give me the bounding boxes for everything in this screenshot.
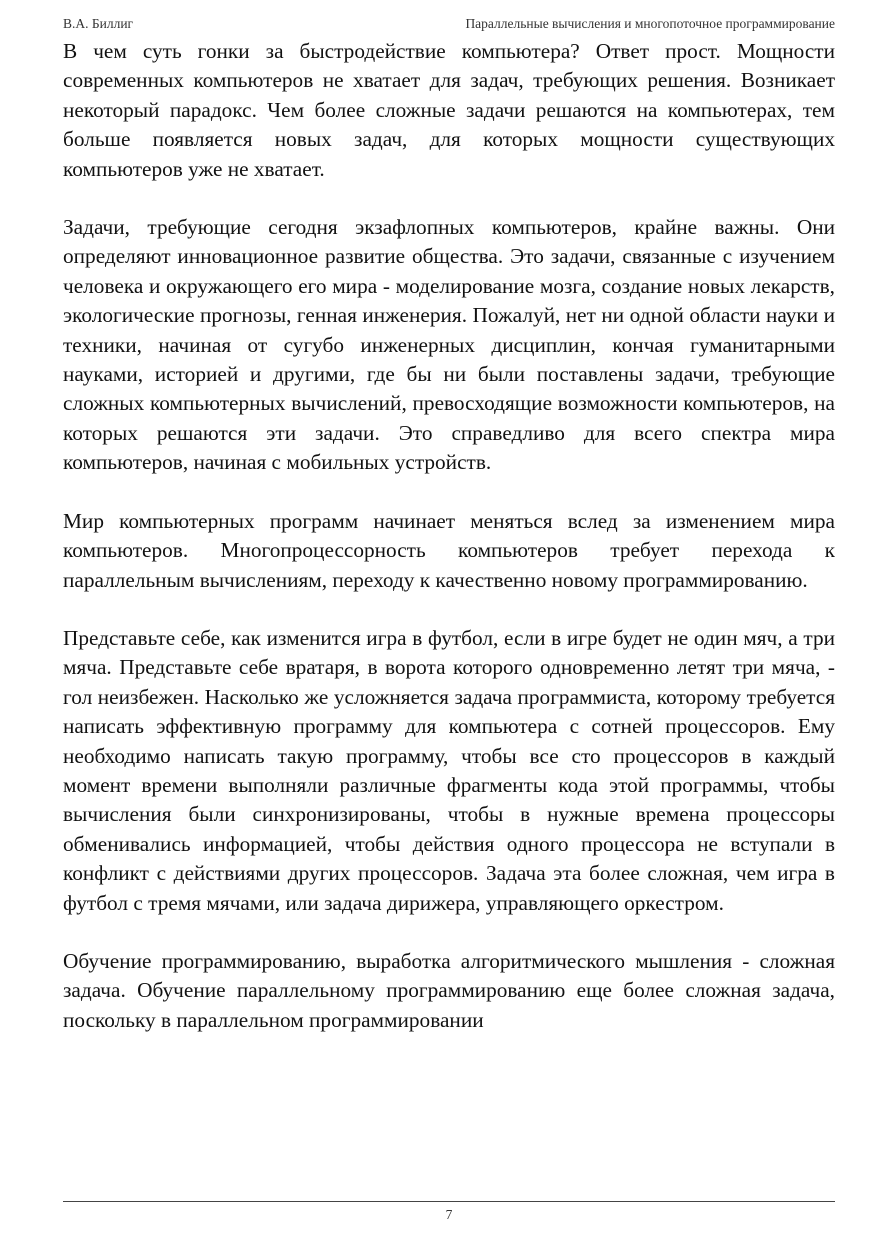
- running-header: [63, 16, 835, 34]
- paragraph: В чем суть гонки за быстродействие компьютера? Ответ прост. Мощности современных компьютеров не хватает для задач, требующих решения. Возникает некоторый парадокс. Чем более сложные задачи решаются на компьютерах, тем больше появляется новых задач, для которых мощности существующих компьютеров уже не хватает.: [63, 39, 835, 181]
- paragraph: Мир компьютерных программ начинает меняться вслед за изменением мира компьютеров. Многопроцессорность компьютеров требует перехода к параллельным вычислениям, переходу к качественно новому программированию.: [63, 508, 835, 592]
- paragraph: Представьте себе, как изменится игра в футбол, если в игре будет не один мяч, а три мяча. Представьте себе вратаря, в ворота которого одновременно летят три мяча, - гол неизбежен. Насколько же усложняется задача программиста, которому требуется написать эффективную программу для компьютера с сотней процессоров. Ему необходимо написать такую программу, чтобы все сто процессоров в каждый момент времени выполняли различные фрагменты кода этой программы, чтобы вычисления были синхронизированы, чтобы в нужные времена процессоры обменивались информацией, чтобы действия одного процессора не вступали в конфликт с действиями других процессоров. Задача эта более сложная, чем игра в футбол с тремя мячами, или задача дирижера, управляющего оркестром.: [63, 625, 835, 915]
- page-number: 7: [445, 1207, 453, 1222]
- page-body: [63, 37, 835, 1064]
- paragraph: Обучение программированию, выработка алгоритмического мышления - сложная задача. Обучение параллельному программированию еще более сложная задача, поскольку в параллельном программировании: [63, 948, 835, 1032]
- header-book-title: Параллельные вычисления и многопоточное программирование: [465, 16, 835, 31]
- header-author: В.А. Биллиг: [63, 16, 134, 31]
- footer-divider: [63, 1201, 835, 1202]
- paragraph: Задачи, требующие сегодня экзафлопных компьютеров, крайне важны. Они определяют инновационное развитие общества. Это задачи, связанные с изучением человека и окружающего его мира - моделирование мозга, создание новых лекарств, экологические прогнозы, генная инженерия. Пожалуй, нет ни одной области науки и техники, начиная от сугубо инженерных дисциплин, кончая гуманитарными науками, историей и другими, где бы ни были поставлены задачи, требующие сложных компьютерных вычислений, превосходящие возможности компьютеров, на которых решаются эти задачи. Это справедливо для всего спектра мира компьютеров, начиная с мобильных устройств.: [63, 215, 835, 475]
